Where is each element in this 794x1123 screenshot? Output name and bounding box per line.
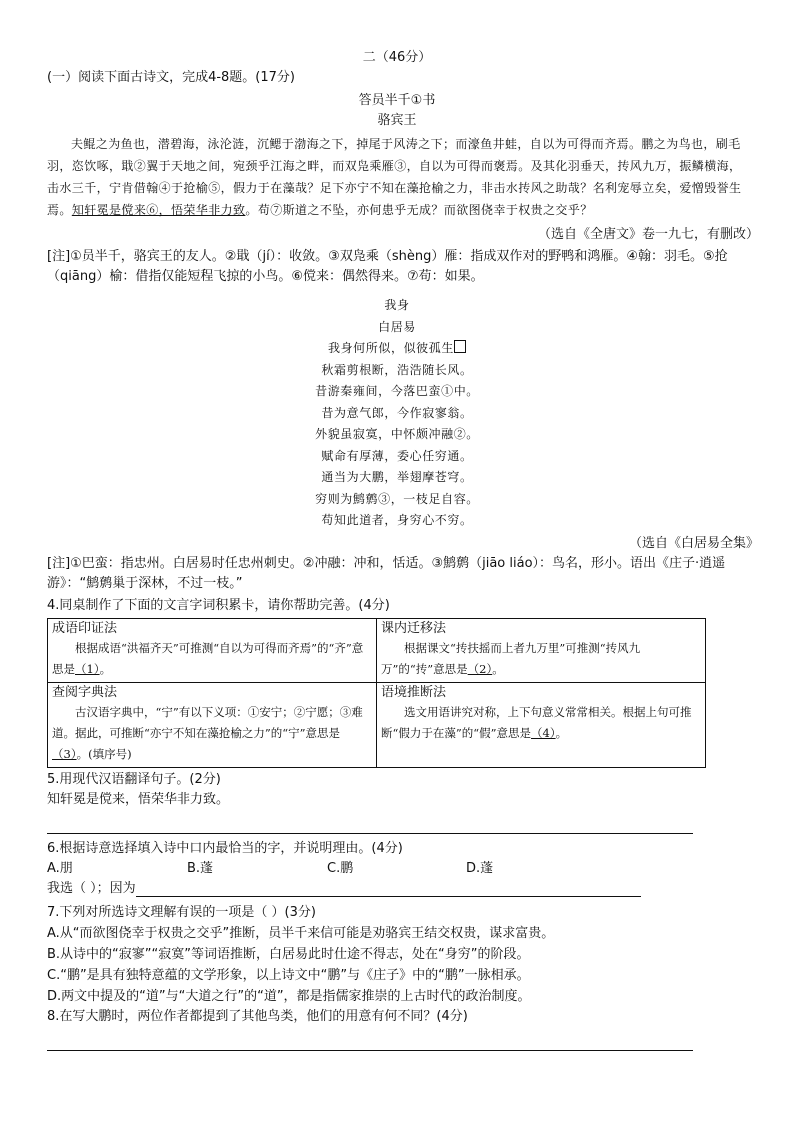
essay-text-part1: 夫鲲之为鱼也，潜碧海，泳沦涟，沉鳃于渤海之下，掉尾于风涛之下；而濠鱼井蛙，自以为可得而齐焉。鹏之为鸟也，刷毛羽，恣饮啄，戢②翼于天地之间，宛颈乎江海之畔，而双凫乘雁③，自以为可得而褒焉。及其化羽垂天，抟风九万，振鳞横海，击水三千，宁肯借翰④于抢榆⑤，假力于在藻哉？足下亦宁不知在藻抢榆之力，非击水抟风之助哉？名利宠辱立矣，爱憎毁誉生焉。 (47, 137, 742, 217)
card-cell-3-end: 。(填序号) (76, 746, 132, 761)
card-cell-1 (48, 618, 377, 682)
q6-option-a[interactable]: A.朋 (47, 860, 73, 876)
card-cell-2 (377, 618, 706, 682)
poem-line-1 (47, 338, 747, 360)
q5-sentence: 知轩冕是傥来，悟荣华非力致。 (47, 791, 230, 807)
poem-line-6: 赋命有厚薄，委心任穷通。 (321, 448, 473, 463)
q6-options (47, 859, 747, 879)
poem-line-7: 通当为大鹏，举翅摩苍穹。 (321, 470, 473, 484)
essay-note: [注]①员半千，骆宾王的友人。②戢（jí）：收敛。③双凫乘（shèng）雁：指成双作对的野鸭和鸿雁。④翰：羽毛。⑤抢（qiāng）榆：借指仅能短程飞掠的小鸟。⑥傥来：偶然得来。⑦苟：如果。 (47, 249, 728, 284)
essay-author: 骆宾王 (377, 113, 417, 128)
q7-option-d[interactable]: D.两文中提及的“道”与“大道之行”的“道”，都是指儒家推崇的上古时代的政治制度。 (47, 988, 531, 1004)
card-cell-4-body (381, 702, 701, 744)
vocab-card-table (47, 618, 706, 768)
poem-line-9: 苟知此道者，身穷心不穷。 (321, 513, 473, 527)
essay-source: （选自《全唐文》卷一九七，有删改） (537, 227, 759, 242)
q6-answer-line[interactable] (136, 895, 641, 897)
card-cell-1-body (52, 638, 372, 680)
answer-blank-4[interactable]: （4） (531, 725, 556, 740)
card-cell-4-end: 。 (555, 725, 568, 740)
card-cell-1-head: 成语印证法 (52, 620, 118, 636)
poem-line-1-text: 我身何所似，似彼孤生 (327, 341, 454, 355)
essay-title: 答员半千①书 (358, 93, 436, 108)
answer-blank-3[interactable]: （3） (52, 746, 77, 761)
poem-line-3: 昔游秦雍间，今落巴蛮①中。 (315, 384, 479, 398)
q6-option-c[interactable]: C.鹏 (327, 860, 354, 876)
card-cell-3 (48, 682, 377, 767)
q8-stem: 8.在写大鹏时，两位作者都提到了其他鸟类，他们的用意有何不同？(4分) (47, 1008, 468, 1024)
blank-box (454, 340, 466, 353)
poem-title: 我身 (384, 298, 410, 312)
q6-option-b[interactable]: B.蓬 (187, 860, 214, 876)
answer-blank-2[interactable]: （2） (467, 661, 493, 676)
poem-line-8: 穷则为鹪鹩③，一枝足自容。 (315, 491, 479, 506)
poem-note: [注]①巴蛮：指忠州。白居易时任忠州刺史。②冲融：冲和，恬适。③鹪鹩（jiāo liáo）：鸟名，形小。语出《庄子·逍遥游》：“鹪鹩巢于深林，不过一枝。” (47, 555, 726, 591)
card-cell-1-end: 。 (99, 661, 112, 676)
q4-stem: 4.同桌制作了下面的文言字词积累卡，请你帮助完善。(4分) (47, 597, 390, 613)
q6-answer-row (47, 879, 747, 899)
q8-answer-line[interactable] (47, 1049, 693, 1051)
q5-answer-line[interactable] (47, 832, 693, 834)
q6-option-d[interactable]: D.蓬 (466, 860, 494, 876)
q6-answer-prompt: 我选（ ）；因为 (47, 880, 136, 896)
poem-line-2: 秋霜剪根断，浩浩随长风。 (321, 362, 473, 377)
q7-stem: 7.下列对所选诗文理解有误的一项是（ ）(3分) (47, 904, 316, 920)
answer-blank-1[interactable]: （1） (75, 661, 100, 676)
q5-stem: 5.用现代汉语翻译句子。(2分) (47, 771, 221, 787)
card-cell-4-head: 语境推断法 (381, 684, 447, 700)
card-cell-4 (377, 682, 706, 767)
poem-line-4: 昔为意气郎，今作寂寥翁。 (321, 405, 473, 420)
q7-option-c[interactable]: C.“鹏”是具有独特意蕴的文学形象，以上诗文中“鹏”与《庄子》中的“鹏”一脉相承。 (47, 967, 530, 983)
poem-source: （选自《白居易全集》 (628, 535, 759, 551)
card-cell-1-text: 根据成语“洪福齐天”可推测“自以为可得而齐焉”的“齐”意思是 (52, 640, 364, 676)
poem-line-5: 外貌虽寂寞，中怀颇冲融②。 (315, 427, 479, 441)
card-cell-2-body (381, 638, 701, 680)
q6-stem: 6.根据诗意选择填入诗中口内最恰当的字，并说明理由。(4分) (47, 840, 403, 856)
card-cell-3-text: 古汉语字典中，“宁”有以下义项：①安宁；②宁愿；③难道。据此，可推断“亦宁不知在藻抢榆之力”的“宁”意思是 (52, 704, 363, 740)
essay-text-underlined: 知轩冕是傥来⑥，悟荣华非力致 (71, 203, 246, 217)
q7-option-a[interactable]: A.从“而欲图侥幸于权贵之交乎”推断，员半千来信可能是劝骆宾王结交权贵，谋求富贵。 (47, 925, 555, 941)
exam-page (47, 48, 759, 1051)
card-cell-2-text: 根据课文“抟扶摇而上者九万里”可推测“抟风九万”的“抟”意思是 (381, 640, 641, 676)
section-heading: 二（46分） (362, 50, 432, 65)
card-cell-2-head: 课内迁移法 (381, 620, 447, 636)
card-cell-4-text: 选文用语讲究对称，上下句意义常常相关。根据上句可推断“假力于在藻”的“假”意思是 (381, 704, 692, 740)
card-cell-3-body (52, 702, 372, 765)
card-cell-3-head: 查阅字典法 (52, 684, 118, 700)
card-cell-2-end: 。 (492, 661, 504, 676)
part1-instruction: (一）阅读下面古诗文，完成4-8题。(17分) (47, 70, 295, 85)
q7-option-b[interactable]: B.从诗中的“寂寥”“寂寞”等词语推断，白居易此时仕途不得志，处在“身穷”的阶段。 (47, 946, 530, 962)
poem-author: 白居易 (378, 319, 416, 334)
essay-text (47, 133, 747, 221)
essay-text-part3: 。苟⑦斯道之不坠，亦何患乎无成？而欲图侥幸于权贵之交乎？ (245, 203, 593, 217)
